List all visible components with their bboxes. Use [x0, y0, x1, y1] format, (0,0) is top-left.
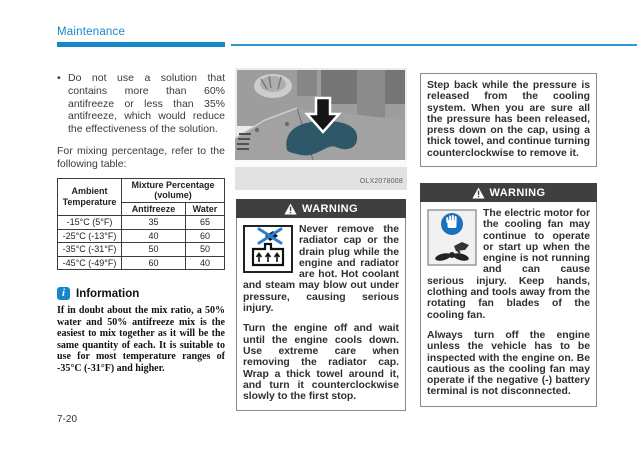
warning-paragraph: Turn the engine off and wait until the engine cools down. Use extreme care when removing the radiator cap. Wrap a thick towel around it, and turn it counterclockwise slowly to the first stop. — [243, 323, 399, 403]
warning-triangle-icon — [472, 187, 485, 199]
bullet-marker: • — [57, 72, 61, 84]
engine-bay-figure — [235, 68, 407, 190]
cell-antifreeze: 50 — [122, 243, 186, 257]
warning-title: WARNING — [489, 186, 546, 199]
warning-paragraph: Always turn off the engine unless the vehicle has to be inspected with the engine on. Be cautious as the cooling fan may operate if the negative (-) battery terminal is not disconnected. — [427, 329, 590, 398]
cell-water: 60 — [185, 229, 224, 243]
warning-body — [420, 202, 597, 407]
cell-antifreeze: 60 — [122, 256, 186, 270]
warning-paragraph: The electric motor for the cooling fan may continue to operate or start up when the engine is not running and can cause serious injury. Keep hands, clothing and tools away from the rotating fan blades of the cooling fan. — [427, 208, 590, 321]
figure-code-label: OLX2078008 — [359, 178, 403, 185]
cell-temp: -25°C (-13°F) — [58, 229, 122, 243]
information-text: If in doubt about the mix ratio, a 50% water and 50% antifreeze mix is the easiest to mix together as it will be the same quantity of each. It is suitable to use for most temperature ranges of -35°C (-31°F) and higher. — [57, 305, 225, 375]
cell-antifreeze: 35 — [122, 216, 186, 230]
col-header-antifreeze: Antifreeze — [122, 202, 186, 216]
cell-antifreeze: 40 — [122, 229, 186, 243]
col-header-water: Water — [185, 202, 224, 216]
section-title: Maintenance — [57, 26, 126, 38]
warning-triangle-icon — [284, 203, 297, 215]
warning-box-cooling-fan — [420, 183, 597, 407]
cell-temp: -35°C (-31°F) — [58, 243, 122, 257]
mixture-percentage-table — [57, 178, 225, 271]
information-heading — [57, 287, 225, 300]
warning-header — [236, 199, 406, 218]
col-header-ambient-temperature: Ambient Temperature — [58, 178, 122, 216]
cell-water: 65 — [185, 216, 224, 230]
col-header-mixture-percentage: Mixture Percentage (volume) — [122, 178, 225, 202]
left-column — [57, 72, 225, 375]
info-icon: i — [57, 287, 70, 300]
cell-water: 50 — [185, 243, 224, 257]
table-row — [58, 216, 225, 230]
cell-temp: -15°C (5°F) — [58, 216, 122, 230]
table-intro-text: For mixing percentage, refer to the following table: — [57, 144, 225, 170]
header-accent-bar — [57, 42, 225, 47]
hot-radiator-cap-do-not-open-icon — [243, 225, 293, 273]
warning-paragraph: Never remove the radiator cap or the drain plug while the engine and radiator are hot. Hot coolant and steam may blow out under pressure, causing serious injury. — [243, 224, 399, 315]
warning-box-radiator — [236, 199, 406, 411]
table-row — [58, 243, 225, 257]
information-title: Information — [76, 287, 140, 300]
header-rule-line — [231, 44, 637, 46]
table-header-row — [58, 178, 225, 202]
cooling-fan-hand-hazard-icon — [427, 209, 477, 266]
bullet-text: Do not use a solution that contains more than 60% antifreeze or less than 35% antifreeze, which would reduce the effectiveness of the solution. — [68, 72, 225, 136]
cell-temp: -45°C (-49°F) — [58, 256, 122, 270]
table-row — [58, 229, 225, 243]
warning-header — [420, 183, 597, 202]
warning-paragraph: Step back while the pressure is released from the cooling system. When you are sure all the pressure has been released, press down on the cap, using a thick towel, and continue turning counterclockwise to remove it. — [427, 80, 590, 159]
cell-water: 40 — [185, 256, 224, 270]
warning-body — [236, 218, 406, 411]
warning-continuation-box — [420, 73, 597, 167]
engine-bay-photo — [235, 68, 407, 190]
bullet-item — [57, 72, 225, 136]
warning-title: WARNING — [302, 202, 358, 215]
page-number: 7-20 — [57, 414, 78, 425]
table-row — [58, 256, 225, 270]
